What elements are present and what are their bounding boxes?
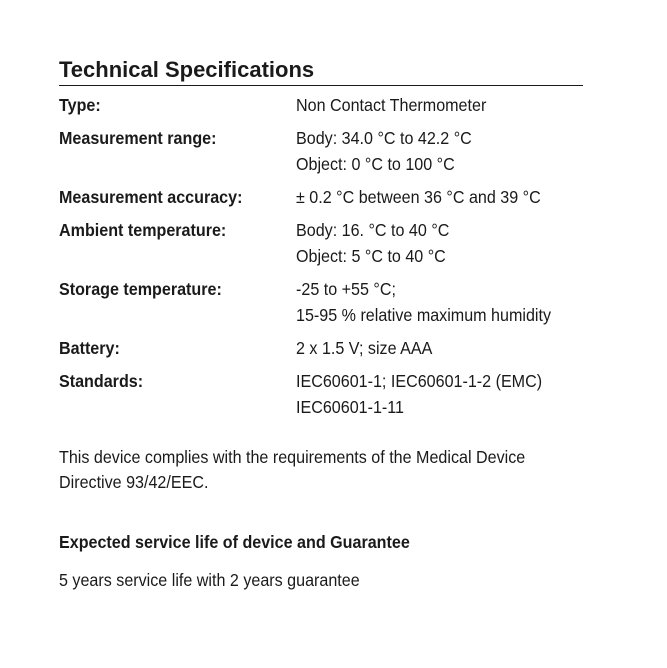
spec-row-storage-temperature	[59, 276, 583, 328]
spec-value	[296, 276, 583, 328]
spec-value-line: -25 to +55 °C;	[296, 279, 396, 299]
spec-value	[296, 125, 583, 177]
spec-value	[296, 217, 583, 269]
spec-value-line: Non Contact Thermometer	[296, 95, 487, 115]
spec-value-line: 15-95 % relative maximum humidity	[296, 305, 552, 325]
service-text: 5 years service life with 2 years guarantee	[59, 570, 360, 590]
spec-value-line: 2 x 1.5 V; size AAA	[296, 338, 433, 358]
spec-label: Measurement range:	[59, 128, 217, 148]
spec-value	[296, 335, 583, 361]
spec-label: Ambient temperature:	[59, 220, 227, 240]
spec-value-line: IEC60601-1; IEC60601-1-2 (EMC)	[296, 371, 543, 391]
spec-value	[296, 368, 583, 420]
document-page	[59, 56, 583, 593]
spec-row-type	[59, 92, 583, 118]
compliance-statement	[59, 445, 583, 495]
compliance-line: Directive 93/42/EEC.	[59, 472, 209, 492]
spec-table	[59, 92, 583, 420]
spec-value-line: Object: 5 °C to 40 °C	[296, 246, 446, 266]
spec-label: Standards:	[59, 371, 144, 391]
spec-value	[296, 184, 583, 210]
spec-row-ambient-temperature	[59, 217, 583, 269]
spec-value-line: IEC60601-1-11	[296, 397, 404, 417]
compliance-line: This device complies with the requirements of the Medical Device	[59, 447, 526, 467]
spec-value-line: ± 0.2 °C between 36 °C and 39 °C	[296, 187, 541, 207]
spec-row-battery	[59, 335, 583, 361]
spec-row-standards	[59, 368, 583, 420]
spec-label: Battery:	[59, 338, 120, 358]
spec-value-line: Body: 34.0 °C to 42.2 °C	[296, 128, 472, 148]
spec-row-measurement-accuracy	[59, 184, 583, 210]
spec-value-line: Object: 0 °C to 100 °C	[296, 154, 455, 174]
spec-value-line: Body: 16. °C to 40 °C	[296, 220, 450, 240]
service-heading: Expected service life of device and Guarantee	[59, 532, 410, 552]
page-title: Technical Specifications	[59, 56, 583, 86]
spec-value	[296, 92, 583, 118]
spec-label: Measurement accuracy:	[59, 187, 243, 207]
spec-label: Type:	[59, 95, 101, 115]
spec-label: Storage temperature:	[59, 279, 222, 299]
spec-row-measurement-range	[59, 125, 583, 177]
